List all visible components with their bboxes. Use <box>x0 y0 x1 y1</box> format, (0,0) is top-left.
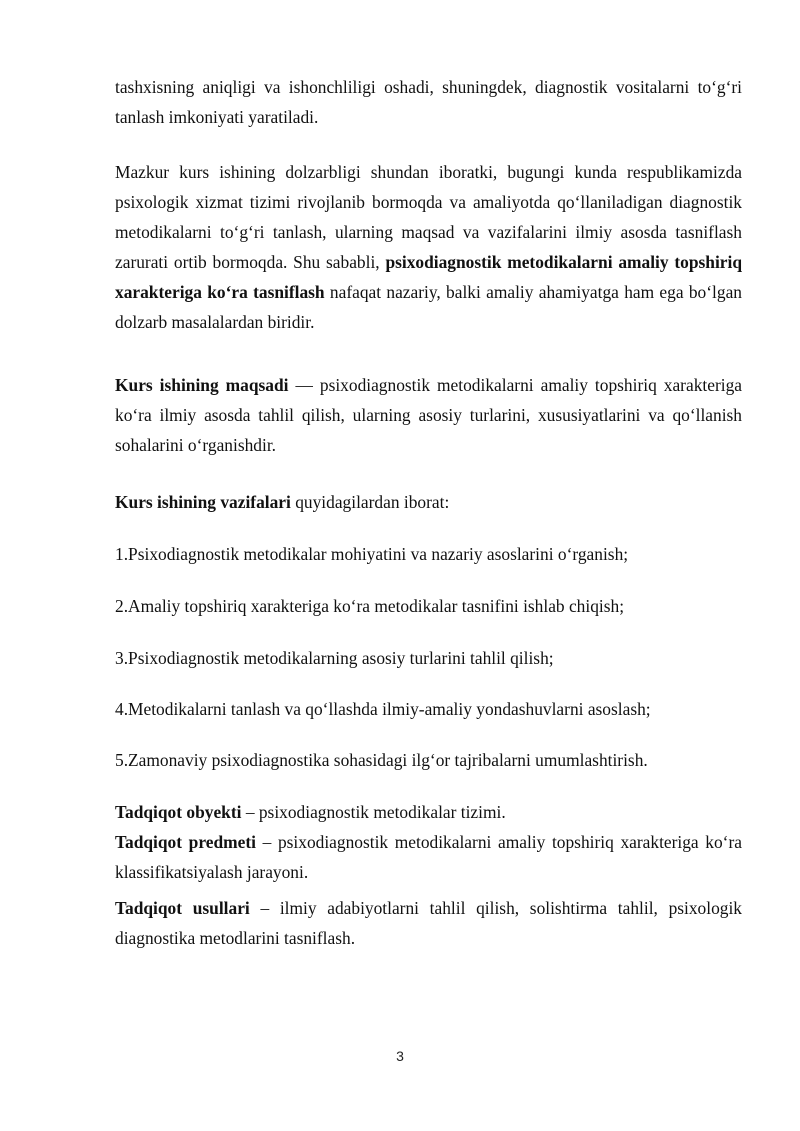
relevance-text-end: nafaqat nazariy, balki amaliy ahamiyatga ham ega bo‘lgan dolzarb masalalardan biridir. <box>115 282 742 332</box>
task-item-5 <box>115 745 742 775</box>
intro-paragraph <box>115 72 742 132</box>
research-object <box>115 797 742 827</box>
intro-text: tashxisning aniqligi va ishonchliligi oshadi, shuningdek, diagnostik vositalarni to‘g‘ri tanlash imkoniyati yaratiladi. <box>115 77 742 127</box>
goal-text: — psixodiagnostik metodikalarni amaliy topshiriq xarakteriga ko‘ra ilmiy asosda tahlil qilish, ularning asosiy turlarini, xususiyatlarini va qo‘llanish sohalarini o‘rganishdir. <box>115 375 742 455</box>
goal-label: Kurs ishining maqsadi <box>115 375 289 395</box>
relevance-paragraph <box>115 157 742 337</box>
task-text: 1.Psixodiagnostik metodikalar mohiyatini va nazariy asoslarini o‘rganish; <box>115 544 629 564</box>
tasks-label: Kurs ishining vazifalari <box>115 492 291 512</box>
research-subject-text: – psixodiagnostik metodikalarni amaliy topshiriq xarakteriga ko‘ra klassifikatsiyalash jarayoni. <box>115 832 742 882</box>
page-number: 3 <box>396 1048 404 1064</box>
tasks-intro-text: quyidagilardan iborat: <box>290 492 450 512</box>
research-methods-text: – ilmiy adabiyotlarni tahlil qilish, solishtirma tahlil, psixologik diagnostika metodlarini tasniflash. <box>115 898 742 948</box>
relevance-text: Mazkur kurs ishining dolzarbligi shundan iboratki, bugungi kunda respublikamizda psixologik xizmat tizimi rivojlanib bormoqda va amaliyotda qo‘llaniladigan diagnostik metodikalarni to‘g‘ri tanlash, ularning maqsad va vazifalarini ilmiy asosda tasniflash zarurati ortib bormoqda. Shu sababli, <box>115 162 742 272</box>
research-methods <box>115 893 742 953</box>
research-subject-label: Tadqiqot predmeti <box>115 832 256 852</box>
task-text: 3.Psixodiagnostik metodikalarning asosiy turlarini tahlil qilish; <box>115 648 554 668</box>
research-methods-label: Tadqiqot usullari <box>115 898 250 918</box>
goal-paragraph <box>115 370 742 460</box>
task-item-1 <box>115 539 742 569</box>
tasks-intro-paragraph <box>115 487 742 517</box>
task-item-3 <box>115 643 742 673</box>
research-object-label: Tadqiqot obyekti <box>115 802 242 822</box>
relevance-highlight: psixodiagnostik metodikalarni amaliy topshiriq xarakteriga ko‘ra tasniflash <box>115 252 742 302</box>
task-item-4 <box>115 694 742 724</box>
task-item-2 <box>115 591 742 621</box>
task-text: 5.Zamonaviy psixodiagnostika sohasidagi ilg‘or tajribalarni umumlashtirish. <box>115 750 648 770</box>
task-text: 4.Metodikalarni tanlash va qo‘llashda ilmiy-amaliy yondashuvlarni asoslash; <box>115 699 651 719</box>
task-text: 2.Amaliy topshiriq xarakteriga ko‘ra metodikalar tasnifini ishlab chiqish; <box>115 596 625 616</box>
research-subject <box>115 827 742 887</box>
research-object-text: – psixodiagnostik metodikalar tizimi. <box>241 802 506 822</box>
